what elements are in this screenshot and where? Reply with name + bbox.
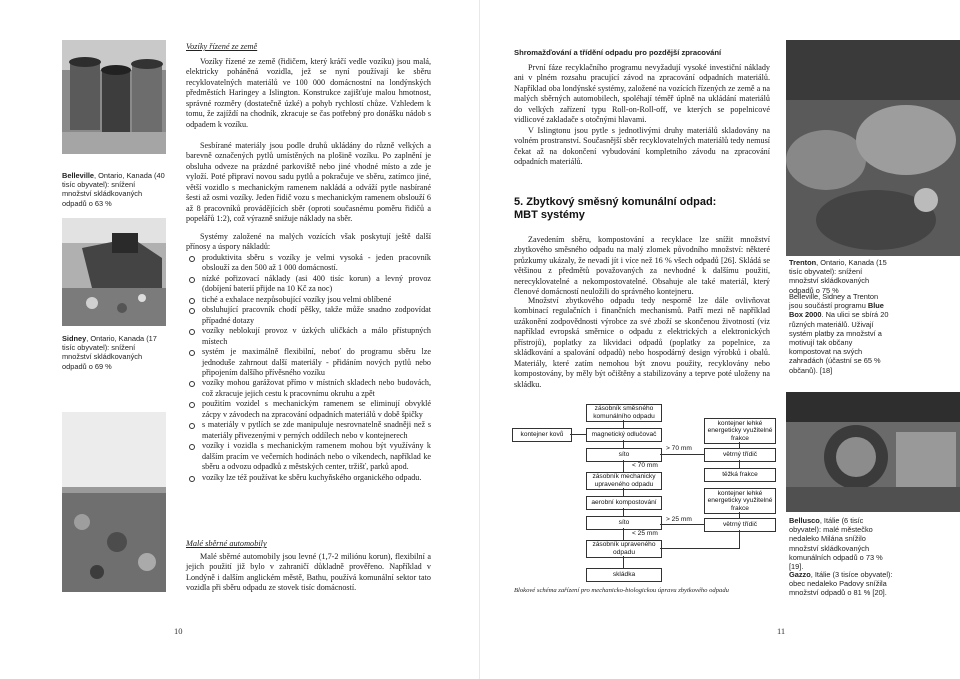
benefits-list xyxy=(186,253,431,483)
page-number-right: 11 xyxy=(777,626,786,636)
heading-small-collection-vehicles: Malé sběrné automobily xyxy=(186,539,267,548)
diagram-connector xyxy=(739,512,740,518)
photo-caption-sidney: Sidney, Ontario, Kanada (17 tisíc obyvatel): snížení množství skládkovaných odpadů o 69 % xyxy=(62,334,157,371)
diagram-connector xyxy=(660,524,704,525)
diagram-connector xyxy=(739,442,740,448)
paragraph-carts-benefits: Systémy založené na malých vozících však poskytují ještě další přínosy a úspory nákladů: xyxy=(186,232,431,252)
photo-landfill-bulldozer xyxy=(62,218,166,326)
list-item: vozíky mohou garážovat přímo v místních skladech nebo budovách, což zkracuje jejich cestu k pracovnímu okruhu a zpět xyxy=(186,378,431,399)
diagram-box-treated-bunker: zásobník upraveného odpadu xyxy=(586,540,662,558)
page-number-left: 10 xyxy=(174,626,183,636)
diagram-label-lt70: < 70 mm xyxy=(632,462,658,469)
list-item: vozíky i vozidla s mechanickým ramenem mohou být využívány k dalším pracím ve večerních hodinách nebo o víkendech, například ke sběru a odvozu odpadků z městských center, tržišť, parků apod. xyxy=(186,441,431,472)
diagram-box-magnetic-separator: magnetický odlučovač xyxy=(586,428,662,442)
diagram-caption: Blokové schéma zařízení pro mechanicko-biologickou úpravu zbytkového odpadu xyxy=(514,587,729,594)
paragraph-residual-waste: Zavedením sběru, kompostování a recyklace lze snížit množství zbytkového směsného odpadu na malý zlomek původního množství: některé průzkumy ukázaly, že nevadí jít i více než 16 % všech odpadů [26]. Skládá se většinou z předmětů považovaných za nevhodné k dalšímu použití, nerecyklovatelné a nekompostovatelné. Obsahuje ale také materiál, který členové domácností neuložili do správného kontejneru. xyxy=(514,235,770,297)
diagram-connector xyxy=(660,454,704,455)
photo-landfill-horizon xyxy=(62,412,166,592)
list-item: s materiály v pytlích se zde manipuluje nesrovnatelně snadněji než s materiály přivezenými v perných oddílech nebo v kontejnerech xyxy=(186,420,431,441)
diagram-connector xyxy=(623,420,624,428)
diagram-connector xyxy=(623,556,624,568)
diagram-connector xyxy=(739,530,740,548)
diagram-connector xyxy=(623,488,624,496)
diagram-connector xyxy=(660,548,740,549)
diagram-connector xyxy=(739,460,740,468)
paragraph-small-vehicles: Malé sběrné automobily jsou levné (1,7-2 miliónu korun), flexibilní a jejich použití již bylo v zahraničí důkladně prověřeno. Například v Londýně i dalším anglickém městě, Bathu, používá komunální sektor tato vozidla při sběru odpadu ze stovek tisíc domácností. xyxy=(186,552,431,593)
diagram-box-mixed-waste-bunker: zásobník směsného komunálního odpadu xyxy=(586,404,662,422)
diagram-box-aerobic-composting: aerobní kompostování xyxy=(586,496,662,510)
list-item: tiché a exhalace nezpůsobující vozíky jsou velmi oblíbené xyxy=(186,295,431,305)
photo-caption-trenton: Trenton, Ontario, Kanada (15 tisíc obyvatel): snížení množství skládkovaných odpadů o 75 % xyxy=(789,258,887,295)
list-item: použitím vozidel s mechanickým ramenem se eliminují obvyklé zácpy v závodech na zpracování odpadních materiálů v době špičky xyxy=(186,399,431,420)
diagram-box-mechanical-bunker: zásobník mechanicky upraveného odpadu xyxy=(586,472,662,490)
list-item: produktivita sběru s vozíky je velmi vysoká - jeden pracovník obslouží za den 500 až 1 000 domácností. xyxy=(186,253,431,274)
list-item: systém je maximálně flexibilní, neboť do programu sběru lze jednoduše zahrnout další materiály - přidáním nových pytlů nebo připojením dalšího přívěsného vozíku xyxy=(186,347,431,378)
list-item: obsluhující pracovník chodí pěšky, takže může snadno zodpovídat případné dotazy xyxy=(186,305,431,326)
list-item: vozíky lze též používat ke sběru kuchyňského organického odpadu. xyxy=(186,473,431,483)
photo-caption-bellusco: Bellusco, Itálie (6 tisíc obyvatel): malé městečko nedaleko Milána snížilo množství skládkovaných komunálních odpadů o 73 % [19]. xyxy=(789,516,883,572)
diagram-label-gt25: > 25 mm xyxy=(666,516,692,523)
paragraph-islington: V Islingtonu jsou pytle s jednotlivými druhy materiálů skladovány na volném prostranství. Současnější sběr recyklovatelných materiálů tedy nemusí čekat až na dokončení vybudování kompletního závodu na zpracování odpadních materiálů. xyxy=(514,126,770,167)
diagram-box-sieve-2: síto xyxy=(586,516,662,530)
paragraph-regulation: Množství zbytkového odpadu tedy nesporně lze dále ovlivňovat kombinací regulačních i finančních mechanismů. Patří mezi ně například uzákonění zodpovědnosti výrobce za své zboží se skončenou životností (viz například evropská směrnice o odpadu z elektrických a elektronických přístrojů), poplatky za likvidaci odpadů (poplatky za popelnice, za skládkování a spalování odpadů) nebo hospodárný design výrobků i obalů. Materiály, které zatím nemohou být znovu použity, recyklovány nebo kompostovány, by měly být očištěny a stabilizovány a teprve poté uloženy na skládku. xyxy=(514,296,770,389)
mbt-block-diagram xyxy=(508,396,780,586)
diagram-box-heavy-fraction: těžká frakce xyxy=(704,468,776,482)
photo-recycling-bins xyxy=(62,40,166,154)
diagram-connector xyxy=(623,528,624,540)
diagram-box-light-fraction-container-1: kontejner lehké energeticky využitelné frakce xyxy=(704,418,776,444)
heading-collection-sorting: Shromažďování a třídění odpadu pro pozdější zpracování xyxy=(514,48,722,57)
photo-caption-belleville: Belleville, Ontario, Kanada (40 tisíc obyvatel): snížení množství skládkovaných odpadů o 63 % xyxy=(62,171,165,208)
heading-ground-controlled-carts: Vozíky řízené ze země xyxy=(186,42,258,51)
diagram-box-wind-sifter-2: větrný třídič xyxy=(704,518,776,532)
photo-sorting-machine xyxy=(786,392,960,512)
photo-caption-gazzo: Gazzo, Itálie (3 tisíce obyvatel): obec nedaleko Padovy snížila množství odpadů o 81 % [20]. xyxy=(789,570,893,598)
diagram-label-lt25: < 25 mm xyxy=(632,530,658,537)
diagram-box-wind-sifter-1: větrný třídič xyxy=(704,448,776,462)
list-item: nízké pořizovací náklady (asi 400 tisíc korun) a levný provoz (dobíjení baterií přijde na 10 Kč za noc) xyxy=(186,274,431,295)
diagram-connector xyxy=(623,460,624,472)
diagram-box-sieve-1: síto xyxy=(586,448,662,462)
diagram-connector xyxy=(623,440,624,448)
diagram-label-gt70: > 70 mm xyxy=(666,445,692,452)
paragraph-recycling-phase: První fáze recyklačního programu nevyžadují vysoké investiční náklady ani v plném rozsahu pracující závod na zpracování odpadních materiálů. Například oba londýnské systémy, založené na vozících řízených ze země a na malých sběrných automobilech, spoléhají téměř úplně na ukládání materiálů do velkých zařízení typu Roll-on-Roll-off, ve kterých se popelnicové vidlicové zakladače s otočnými hlavami. xyxy=(514,63,770,125)
diagram-box-metal-container: kontejner kovů xyxy=(512,428,572,442)
list-item: vozíky neblokují provoz v úzkých uličkách a málo přístupných místech xyxy=(186,326,431,347)
diagram-box-light-fraction-container-2: kontejner lehké energeticky využitelné frakce xyxy=(704,488,776,514)
diagram-connector xyxy=(623,508,624,516)
photo-compost-heaps xyxy=(786,40,960,256)
photo-caption-blue-box: Belleville, Sidney a Trenton jsou součástí programu Blue Box 2000. Na ulici se sbírá 20 různých materiálů. Uživají systém platby za množství a motivují tak občany kompostovat na svých zahradách (účastní se 65 % občanů). [18] xyxy=(789,292,889,375)
paragraph-carts-intro: Vozíky řízené ze země (řidičem, který kráčí vedle vozíku) jsou malá, elektricky poháněná vozidla, jež se nyní používají ke sběru recyklovatelných materiálů ve 100 000 domácnostní na londýnských předměstích Haringey a Islington. Konstrukce zajišťuje malou hmotnost, správné rozměry (dostatečně úzké) a pohyb rychlostí chůze. Vzhledem k tomu, že zajíždí na chodník, zkracuje se čas potřebný pro donášku nádob s odpadem k vozíku. xyxy=(186,57,431,129)
diagram-connector xyxy=(570,434,586,435)
paragraph-carts-collection: Sesbírané materiály jsou podle druhů ukládány do různě velkých a barevně označených pytlů umístěných na plošině vozíku. Po zaplnění je obsluha odveze na prázdné parkoviště nebo jiné vhodné místo a zde je vyloží. Poté připraví novou sadu pytlů a pokračuje ve sběru, zatímco jiné, větší vozidlo s mechanickým ramenem nakládá a odváží pytle nasbírané šesti až osmi vozíky. Jeden řidič vozu s mechanickým ramenem obslouží 6 až 8 pracovníků provádějících sběr (oproti současnému poměru řidičů a popelářů 1:2), což výrazně snižuje náklady na sběr. xyxy=(186,141,431,224)
section-title-mbt: 5. Zbytkový směsný komunální odpad: MBT systémy xyxy=(514,196,717,221)
diagram-box-landfill: skládka xyxy=(586,568,662,582)
